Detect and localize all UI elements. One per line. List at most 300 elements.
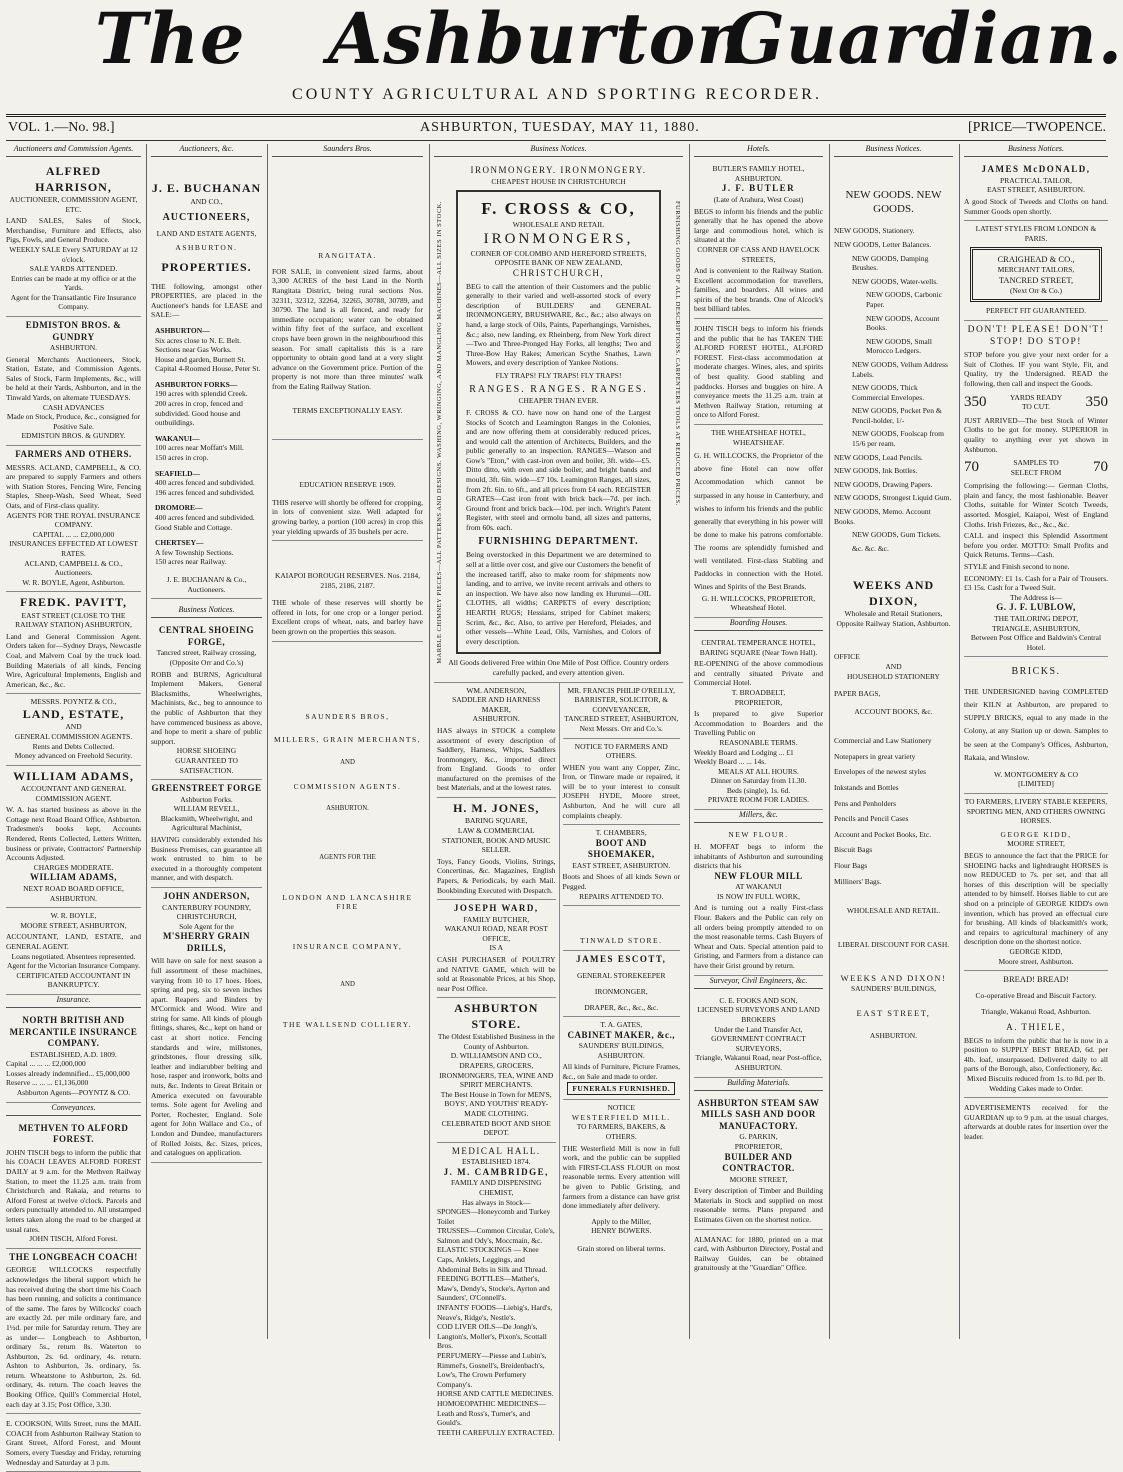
advert-line: Reserve ... ... ... £1,136,000 [6,1078,89,1088]
section-heading: Auctioneers, &c. [151,144,262,157]
advert-longbeach [6,1249,141,1414]
advert-title: THE LONGBEACH COACH! [9,1251,138,1262]
advertiser-name: JOHN ANDERSON, [163,891,250,901]
advert-rangitata [272,161,423,440]
new-goods-item: NEW GOODS, Small Morocco Ledgers. [866,336,932,356]
advertiser-role: PRACTICAL TAILOR, [1000,175,1072,185]
advert-line: W. R. BOYLE, Agent, Ashburton. [22,577,125,587]
advert-medical-hall [437,1143,556,1442]
section-heading: Business Notices. [834,144,953,157]
advert-line: SAUNDERS' BUILDINGS, [850,984,937,994]
samples-count: 70 [1093,459,1108,476]
advertiser-role: GENERAL STOREKEEPER [576,971,666,981]
advert-body: And is convenient to the Railway Station. Excellent accommodation for travellers, families, and boarders. All wines and spirits of the best brands. One of Alcock's best billiard tables. [694,266,823,314]
new-goods-list [834,226,953,553]
list-item: TEETH CAREFULLY EXTRACTED. [437,1427,555,1437]
advert-line: COMMISSION AGENTS. [293,781,402,791]
advertiser-name: G. PARKIN, [739,1132,778,1142]
advert-line: INSURANCES EFFECTED AT LOWEST RATES. [9,539,138,558]
dateline-rule [6,140,1106,141]
advertiser-place: ASHBURTON. [326,805,369,813]
advert-education-reserve [272,440,423,541]
list-item: Notepapers in great variety [834,751,916,761]
advertiser-name: J. M. CAMBRIDGE, [443,1166,549,1177]
list-item: TRUSSES—Common Circular, Cole's, Salmon and Ody's, Moccmain, &c. [437,1226,555,1245]
advert-body: THE UNDERSIGNED having COMPLETED their KILN at Ashburton, are prepared to SUPPLY BRICKS, equal to any made in the Colony, at any Station up or down. Samples to be seen at the Company's Offices, Ashburton, Rakaia, and Winslow. [964,687,1108,762]
advertiser-name: JOSEPH WARD, [453,903,539,914]
advert-signature: ACLAND, CAMPBELL & CO., Auctioneers. [24,558,123,578]
advert-body: HAS always in STOCK a complete assortment of every description of Saddlery, Harness, Whips, Saddlers Ironmongery, &c., imported direct from England. Goods to order manufactured on the premises of the best Materials, and at the lowest rates. [437,725,556,793]
advert-cross [434,161,683,682]
advert-line: Mixed Biscuits reduced from 1s. to 8d. per lb. [966,1074,1106,1084]
new-goods-item: NEW GOODS, Memo. Account Books. [834,507,931,526]
advert-wm-anderson [437,683,556,799]
volume-number: VOL. 1.—No. 98.] [8,120,115,135]
advert-line: CASH ADVANCES [42,402,105,412]
advert-line: IRONMONGER, [594,986,648,996]
advert-title: FURNISHING DEPARTMENT. [478,535,639,547]
advert-signature: J. E. BUCHANAN & Co., Auctioneers. [166,574,247,594]
advert-weeks-dixon [834,561,953,1044]
list-item: ELASTIC STOCKINGS — Knee Caps, Anklets, Leggings, and Abdominal Belts in Silk and Thread. [437,1245,548,1274]
advertiser-name: T. BROADBELT, [731,687,786,697]
advert-line: Entries can be made at my office or at the Yards. [10,273,137,293]
property-item: 150 acres near Railway. [155,557,227,567]
advert-line: Rents and Debts Collected. [32,741,115,751]
advert-title: METHVEN TO ALFORD FOREST. [18,1122,129,1145]
advertiser-name: WEEKS AND DIXON, [852,578,935,608]
advert-title: KAIAPOI BOROUGH RESERVES. Nos. 2184, 2185, 2186, 2187. [274,571,421,590]
advert-body: Is prepared to give Superior Accommodation to Boarders and the Travelling Public on [694,709,823,738]
advert-title: BUTLER'S FAMILY HOTEL, [712,164,805,174]
advert-line: PAPER BAGS, [834,689,881,699]
advert-line: AND [340,981,355,989]
advertiser-place: CANTERBURY FOUNDRY, CHRISTCHURCH, [162,902,251,922]
new-goods-item: NEW GOODS, Lead Pencils. [834,452,923,462]
advert-line: OFFICE [834,652,860,662]
property-district: ASHBURTON— [155,325,210,335]
property-item: 196 acres fenced and subdivided. [155,487,255,497]
advertiser-name: WM. ANDERSON, [466,685,527,695]
advert-line: Ashburton Agents—POYNTZ & CO. [16,1088,131,1098]
advert-line: All Goods delivered Free within One Mile of Post Office. Country orders carefully packed, and every attention given. [448,658,669,677]
advert-line: Weekly Board and Lodging ... £1 [694,747,794,757]
advert-new-flour [694,827,823,975]
funerals-box: FUNERALS FURNISHED. [567,1082,675,1096]
advert-line: WHOLESALE AND RETAIL. [846,906,941,916]
advert-kidd [964,794,1108,971]
new-goods-item: NEW GOODS, Drawing Papers. [834,479,933,489]
advert-line: ACCOUNT BOOKS, &c. [854,706,933,716]
advertiser-place: BARING SQUARE (Near Town Hall). [699,647,818,657]
advert-title: NEW GOODS. NEW GOODS. [845,189,942,216]
column-2 [146,144,266,1339]
advert-body: G. H. WILLCOCKS, the Proprietor of the above fine Hotel can now offer Accommodation which cannot be surpassed in any house in Canterbury, and wishes to inform his friends and the public generally that everything in his power will be done to make his patrons comfortable. The rooms are splendidly furnished and well ventilated. First-class Stabling and Paddocks in connection with the Hotel. Wines and Spirits of the Best Brands. [694,451,823,592]
advert-line: WHOLESALE AND RETAIL [512,220,605,230]
advertiser-name: EDMISTON BROS. & GUNDRY [25,320,122,342]
section-heading: Surveyor, Civil Engineers, &c. [694,976,823,989]
advertiser-name: G. J. F. LUBLOW, [996,602,1076,613]
advertiser-place: TANCRED STREET, ASHBURTON, [564,714,679,724]
advert-title: LATEST STYLES FROM LONDON & PARIS. [975,224,1097,243]
craighead-box [970,247,1102,302]
new-goods-item: NEW GOODS, Strongest Liquid Gum. [834,493,952,503]
advert-line: Next Messrs. Orr and Co.'s. [579,723,663,733]
advertiser-role: ACCOUNTANT AND GENERAL COMMISSION AGENT. [20,784,127,803]
advert-saunders [272,642,423,1034]
advert-line: CHARGES MODERATE. [33,862,114,872]
advert-mcdonald [964,161,1108,221]
section-heading: Business Notices. [434,144,683,157]
advert-line: ESTABLISHED, A.D. 1809. [30,1049,117,1059]
advert-signature: GEORGE KIDD, [1009,946,1063,956]
list-item: Account and Pocket Books, Etc. [834,829,932,839]
advert-line: AND [65,722,82,732]
advertiser-role: CABINET MAKER, &c., [567,1029,676,1040]
advert-title: M'SHERRY GRAIN DRILLS, [162,931,251,953]
vertical-text-right: FURNISHING GOODS OF ALL DESCRIPTIONS. CARPENTERS TOOLS AT REDUCED PRICES. [674,201,681,507]
advert-line: AND [340,758,355,766]
advertiser-name: C. E. FOOKS AND SON, [719,995,798,1005]
advert-line: AND [885,661,902,671]
property-item: 150 acres in crop. [155,453,209,463]
advert-title: DON'T! PLEASE! DON'T! [967,324,1105,335]
list-item: SPONGES—Honeycomb and Turkey Toilet [437,1207,551,1226]
property-item: 400 acres fenced and subdivided. Good Stable and Cottage. [155,513,255,532]
advert-line: GENERAL COMMISSION AGENTS. [14,731,133,741]
advert-line: AND CO., [190,196,223,206]
advertiser-name: A. THIELE, [1006,1022,1066,1033]
advert-body: WHEN you want any Copper, Zinc, Iron, or Tinware made or repaired, it will be to your interest to consult JOSEPH HYDE, Moore street, Ashburton, And he will cure all complaints cheaply. [562,762,680,820]
advert-poyntz [6,694,141,765]
advert-line: Co-operative Bread and Biscuit Factory. [975,991,1097,1000]
section-heading: Millers, &c. [694,810,823,823]
property-item: 400 acres fenced and subdivided. [155,478,255,488]
section-heading: Business Notices. [151,605,262,618]
advert-jones [437,798,556,900]
advert-line: Sole Agent for the [179,921,234,931]
advert-almanac [694,1230,823,1277]
advert-temperance [694,635,823,810]
property-item: Capital 4-Roomed House, Peter St. [155,364,261,374]
advertiser-role: LAW & COMMERCIAL STATIONER, BOOK AND MUSIC SELLER. [441,826,551,855]
advert-line: Agent for the Transatlantic Fire Insurance Company. [10,292,137,312]
advert-methven [6,1120,141,1249]
advert-body: JUST ARRIVED—The best Stock of Winter Cloths to be got for money. SUPERIOR in quality to anything ever yet shown in Ashburton. [964,415,1108,454]
advertiser-name: W. R. BOYLE, [50,911,97,921]
advertiser-name: JAMES ESCOTT, [576,953,667,964]
advert-tinwald [563,906,681,951]
advertiser-place: EAST STREET, ASHBURTON. [987,185,1085,195]
advertiser-place: Ashburton Forks. [180,794,233,804]
advert-body: STYLE and Finish second to none. [964,562,1070,572]
advert-line: Made on Stock, Produce, &c., consigned for Positive Sale. [6,412,141,431]
advert-title: ASHBURTON STORE. [454,1001,539,1031]
advert-title: CENTRAL TEMPERANCE HOTEL, [701,637,816,647]
samples-count: 70 [964,459,979,476]
advertiser-place: TANCRED STREET, [998,274,1074,285]
advert-body: BEGS to inform the public that he is now in a position to SUPPLY BEST BREAD, 6d. per 4lb. loaf, unsurpassed. Delivered daily to all parts of the Borough, also, Confectionery, &c. [964,1035,1108,1074]
advert-bread [964,971,1108,1098]
new-goods-item: NEW GOODS, Account Books. [866,313,940,333]
advert-line: Wheatsheaf Hotel. [730,603,787,613]
advert-body: Toys, Fancy Goods, Violins, Strings, Concertinas, &c. Magazines, English Papers, & Periodicals, by each Mail. Bookbinding Executed with Despatch. [437,856,556,895]
advert-body: BEGS to announce the fact that the PRICE for SHOEING hacks and lightdraught HORSES is now REDUCED to 7s. per set, and that all horses of this description will be specially attended to by himself. Horses liable to cut are shod on a principle of GEORGE KIDD's own invention, which has proved an effectual cure for brushing. All kinds of blacksmith's work, and repairs to agricultural machinery of any description done on the shortest notice. [964,851,1108,947]
advert-body: F. CROSS & CO. have now on hand one of the Largest Stocks of Scotch and Leamington Ranges in the Colonies, and are now offering them at considerably reduced prices, and would call the attention of Architects, Builders, and the public generally to an inspection. RANGES—Watson and Gow's "Eton," with cast-iron oven and boiler, 3ft. wide—£5. Ditto ditto, with oven and side boiler, and bright bands and mould, 3ft. 6in. wide—£7 10s. Leamington Ranges, all sizes, from 2ft. 6in. to 6ft., and all prices from £4 each. REGISTER GRATES—Cast iron front with brick back—7d. per inch. Ground front and brick back—10d. per inch. Wright's Patent Register, with steel and ormolu band, all sizes and patterns, from 60s. each. [466,407,651,533]
advert-title: THE WHEATSHEAF HOTEL, [711,428,806,437]
advert-line: THE WALLSEND COLLIERY. [282,1019,413,1029]
advert-line: The Oldest Established Business in the County of Ashburton. [437,1032,555,1051]
new-goods-item: NEW GOODS, Stationery. [834,226,915,236]
advertiser-role: DRAPERS, GROCERS, IRONMONGERS, TEA, WINE AND SPIRIT MERCHANTS. [439,1060,554,1090]
advert-line: Beds (single), 1s. 6d. [726,785,791,795]
advert-revell [151,780,262,888]
advertiser-place: CORNER OF COLOMBO AND HEREFORD STREETS, OPPOSITE BANK OF NEW ZEALAND, [470,248,647,268]
advert-line: Loans negotiated. Absentees represented. [11,951,136,961]
advertiser-name: F. CROSS & CO, [481,199,636,219]
advert-signature: WEEKS AND DIXON! [840,973,947,984]
advert-body: Boots and Shoes of all kinds Sewn or Pegged. [562,872,680,892]
advert-title: GREENSTREET FORGE [151,783,262,794]
list-item: Milliners' Bags. [834,876,882,886]
advert-line: YARDS READY TO CUT. [1009,392,1063,412]
advert-line: The Address is— [1009,592,1063,602]
new-goods-item: &c. &c. &c. [852,543,889,553]
new-goods-item: NEW GOODS, Vellum Address Labels. [852,359,948,379]
columns [6,144,1108,1467]
advert-title: RANGITATA. [318,251,377,261]
advert-oreilly [563,683,681,739]
property-district: SEAFIELD— [155,468,201,478]
advertiser-role: Wholesale and Retail Stationers, [844,609,943,619]
new-goods-item: NEW GOODS, Ink Bottles. [834,466,918,476]
advert-title: NORTH BRITISH AND MERCANTILE INSURANCE COMPANY. [9,1015,138,1049]
advert-line: CELEBRATED BOOT AND SHOE DEPOT. [441,1118,551,1138]
advertiser-name: D. WILLIAMSON AND CO., [450,1051,542,1061]
advertiser-name: WESTERFIELD MILL. [571,1112,671,1122]
advert-line: ESTABLISHED 1874. [461,1157,531,1167]
advertiser-name: GEORGE KIDD, [1000,829,1072,839]
advert-body: All kinds of Furniture, Picture Frames, &c., on Sale and made to order. [562,1062,680,1082]
advert-bricks [964,657,1108,794]
list-item: Biscuit Bags [834,845,873,855]
advert-line: DRAPER, &c., &c., &c. [584,1002,659,1012]
advert-body: BEG to call the attention of their Customers and the public generally to their varied and well-assorted stock of every description of BUILDERS' and GENERAL IRONMONGERY, BRUSHWARE, &c., &c.; also always on hand, a large stock of Oils, Paints, Paperhangings, Varnishes, &c.; also, new landing, ex Rheinberg, from New York direct—Two and Three-Pronged Hay Forks, all lengths; Two and Three-Bow Hay Rakes; American Scythe Snathes, Lawn Mowers, and every description of Yankee Notions. [466,281,651,368]
advert-line: AT WAKANUI [735,882,782,892]
advert-line: Money advanced on Freehold Security. [14,751,133,761]
advert-title: PROPERTIES. [161,260,252,275]
advert-title: TINWALD STORE. [579,936,663,946]
section-heading: Saunders Bros. [272,144,423,157]
advert-body: ALMANAC for 1880, printed on a mat card, with Ashburton Directory, Postal and Railway Guides, can be obtained gratuitously at the "Guardian" Office. [694,1234,823,1273]
advert-buchanan [151,161,262,599]
section-heading: Auctioneers and Commission Agents. [6,144,141,157]
advert-saw-mills [694,1095,823,1230]
advert-line: CHRISTCHURCH, [512,268,605,279]
advert-ashburton-store [437,998,556,1142]
advert-body: E. COOKSON, Wills Street, runs the MAIL COACH from Ashburton Railway Station to Grant Street, Alford Forest, and Mount Somers, every Tuesday and Friday, returning Wednesday and Saturday at 3 p.m. [6,1419,141,1467]
section-heading: Insurance. [6,995,141,1008]
column-7 [959,144,1108,1339]
property-item: House and garden, Burnett St. [155,354,246,364]
list-item: Inkstands and Bottles [834,783,899,793]
advert-body: LAND SALES, Sales of Stock, Merchandise, Furniture and Effects, also Pigs, Fowls, and General Produce. [6,216,141,245]
masthead [0,0,1123,120]
advert-title: STOP! DO STOP! [990,337,1082,347]
column-4 [429,144,687,1437]
advert-butler-hotel [694,161,823,319]
new-goods-item: NEW GOODS, Gum Tickets. [852,530,941,540]
column-1 [6,144,144,1467]
advertiser-role: FAMILY AND DISPENSING CHEMIST, [450,1178,542,1197]
property-item: Six acres close to N. E. Belt. Sections near Gas Works. [155,335,242,355]
advert-westerfield-mill [563,1100,681,1257]
masthead-title-guardian: Guardian. [725,0,1123,80]
advert-title: CENTRAL SHOEING FORGE, [158,625,255,647]
advert-body: Land and General Commission Agent. Orders taken for—Sydney Drays, Newcastle Coal, and Malvern Coal by the truck load. Building Materials of all kinds, Fencing Wire, Agricultural Implements, English and American, &c., &c. [6,631,141,689]
advert-line: Capital ... ... ... £2,000,000 [6,1059,86,1069]
masthead-subtitle: COUNTY AGRICULTURAL AND SPORTING RECORDER. [292,86,822,103]
advert-line: NEW FLOUR MILL [714,870,803,881]
advert-gundry [6,317,141,446]
list-item: INFANTS' FOODS—Liebig's, Hard's, Neave's, Ridge's, Nestle's. [437,1303,553,1322]
property-district: CHERTSEY— [155,538,204,548]
advert-farmers [6,446,141,592]
advert-line: Weekly Board ... ... 14s. [694,757,767,767]
vertical-text-left: MARBLE CHIMNEY PIECES—ALL PATTERNS AND DESIGNS. WASHING, WRINGING, AND MANGLING MACHINES—ALL SIZES IN STOCK. [436,201,443,664]
advertiser-place: ASHBURTON. [49,343,98,353]
property-item: 100 acres near Moffatt's Mill. [155,443,244,453]
advert-notice-farmers [563,739,681,826]
advert-line: LIBERAL DISCOUNT FOR CASH. [837,939,950,949]
advert-body: RE-OPENING of the above commodious and centrally situated Private and Commercial Hotel. [694,659,823,688]
new-goods-item: NEW GOODS, Damping Brushes. [852,253,929,273]
advertiser-place: WHEATSHEAF. [732,437,785,447]
advertiser-role: SADDLER AND HARNESS MAKER, [452,695,541,714]
property-item: 190 acres with splendid Creek. [155,389,248,399]
advert-signature: WILLIAM ADAMS, [29,872,117,883]
advert-line: PROPRIETOR, [734,1141,783,1151]
advert-gates [563,1017,681,1100]
advert-body: H. MOFFAT begs to inform the inhabitants of Ashburton and surrounding districts that his [694,841,823,871]
advert-body: General Merchants Auctioneers, Stock, Station, Estate, and Commission Agents. Sales of Stock, Farm Implements, &c., will be held at their Yards, Ashburton, and in the Tinwald Yards, on alternate TUESDAYS. [6,354,141,403]
advertiser-place: MOORE STREET, [1007,839,1065,849]
advert-line: AGENTS FOR THE [319,853,376,861]
section-heading: Hotels. [694,144,823,157]
advert-escott [563,951,681,1017]
advert-body: THE following, amongst other PROPERTIES, are placed in the Auctioneer's hands for LEASE and SALE:— [151,281,262,320]
advertiser-name: WILLIAM ADAMS, [13,768,134,783]
advert-line: IS NOW IN FULL WORK, [717,891,800,901]
advert-title: IRONMONGERY. IRONMONGERY. [470,165,647,176]
section-heading: Conveyances. [6,1103,141,1116]
advert-body: FOR SALE, in convenient sized farms, about 3,300 ACRES of the best Land in the North Rangitata District, being rural sections Nos. 32311, 32312, 32264, 32265, 30788, 30789, and 30790. The land is all fenced, and ready for immediate occupation; water can be obtained within fifty feet of the surface, and excellent crops have been grown in the neighbourhood this season. For small capitalists this is a rare opportunity to obtain good land at a very slight advance on the Government price. Portion of the property is not more than three minutes' walk from the Ealing Railway Station. [272,266,423,391]
advert-line: PERFECT FIT GUARANTEED. [986,306,1086,316]
advert-guardian-notice [964,1098,1108,1145]
advert-line: Wedding Cakes made to Order. [989,1083,1083,1093]
advert-line: (Next Orr & Co.) [1009,285,1063,295]
advert-body: MESSRS. ACLAND, CAMPBELL, & CO. are prepared to supply Farmers and others with Station Stores, Fencing Wire, Fencing Staples, Sheep-Wash, Seed Wheat, Seed Oats, and of First-class quality. [6,462,141,510]
advert-line: CAPITAL ... ... £2,000,000 [32,529,115,539]
advert-line: Moore street, Ashburton. [998,956,1074,966]
advert-line: NEXT ROAD BOARD OFFICE, ASHBURTON. [23,883,124,903]
advert-line: PRIVATE ROOM FOR LADIES. [707,795,810,805]
advert-line: CHEAPEST HOUSE IN CHRISTCHURCH [491,176,626,186]
advert-line: Has always in Stock— [461,1197,531,1207]
advert-line: HORSE SHOEING GUARANTEED TO SATISFACTION. [175,746,238,775]
advert-line: REPAIRS ATTENDED TO. [579,891,664,901]
advert-title: BRICKS. [1011,666,1061,678]
advert-title: BREAD! BREAD! [1003,974,1069,985]
advert-line: Grain stored on liberal terms. [577,1243,666,1253]
advertiser-role: BUILDER AND CONTRACTOR. [722,1151,795,1174]
list-item: HOMOEOPATHIC MEDICINES—Leath and Ross's, Turner's, and Gould's. [437,1398,546,1428]
advert-line: SAMPLES TO SELECT FROM [1010,458,1062,477]
advert-line: Apply to the Miller, [591,1216,652,1226]
advert-line: TERMS EXCEPTIONALLY EASY. [292,405,403,415]
advert-craighead [964,221,1108,321]
advert-title: MEDICAL HALL. [451,1145,541,1156]
advert-line: EAST STREET, [856,1007,931,1018]
column-6 [829,144,957,1339]
section-heading: Boarding Houses. [694,618,823,631]
list-item: Pens and Penholders [834,798,897,808]
advertiser-name: T. CHAMBERS, [595,828,647,838]
advert-signature: JOHN TISCH, Alford Forest. [29,1234,118,1244]
advertiser-role: LICENSED SURVEYORS AND LAND BROKERS [697,1005,820,1024]
advert-line: MEALS AT ALL HOURS. [718,766,799,776]
advertiser-place: Triangle, Wakanui Road, near Post-office, ASHBURTON. [695,1053,822,1072]
advert-body: Will have on sale for next season a full assortment of these machines, varying from 10 to 17 hoes. Hoes, spring and peg, six to seven inches apart. Reapers and Binders by M'Cormick and Wood. Wire and string for same. All kinds of plough fittings, shares, &c., kept on hand or cast at short notice. Fencing standards and wire, millstones, grindstones, flour dressing silk, leather and indiarubber belting and hose, rasper and ironwork, bolts and nuts, &c. Indents to Great Britain or America executed on favourable terms. Sole agent for Aveling and Porter, Rochester, England. Sole agent for John Wallace and Co., of London and Dundee, manufacturers of Rolled Joists, &c. Sizes, prices, and catalogues on application. [151,956,262,1158]
advertiser-place: EAST STREET (CLOSE TO THE RAILWAY STATION) ASHBURTON, [15,610,132,630]
advertiser-role: MILLERS, GRAIN MERCHANTS, [273,735,422,745]
issue-date: ASHBURTON, TUESDAY, MAY 11, 1880. [420,120,700,135]
advertiser-place: ASHBURTON. [869,1030,918,1040]
advert-title: LAND, ESTATE, [22,706,125,721]
advert-line: HOUSEHOLD STATIONERY [847,671,940,681]
advertiser-role: BOOT AND SHOEMAKER, [587,837,655,860]
column-4-split [434,683,683,1442]
dateline [8,120,1106,140]
advertiser-name: MR. FRANCIS PHILIP O'REILLY, [567,685,675,695]
advert-chambers [563,825,681,906]
advert-line: Dinner on Saturday from 11.30. [710,776,807,786]
advertiser-place: BARING SQUARE, [464,816,528,826]
advert-lublow [964,321,1108,657]
advert-fooks [694,993,823,1078]
advert-signature: EDMISTON BROS. & GUNDRY. [21,431,126,441]
advert-forge [151,622,262,780]
advert-body: STOP before you give your next order for a Suit of Clothes. IF you want Style, Fit, and Quality, try the Undersigned. READ the following, then call and inspect the Goods. [964,350,1108,388]
advert-line: THE TAILORING DEPOT, [994,613,1078,623]
new-goods-item: NEW GOODS, Thick Commercial Envelopes. [852,383,925,402]
advert-body: THIS reserve will shortly be offered for cropping, in lots of convenient size. Well adapted for growing barley, a portion (100 acres) in crop this year yielding upwards of 35 bushels per acre. [272,497,423,536]
list-item: COD LIVER OILS—De Jongh's, Langton's, Moller's, Pixon's, Scottall Bros. [437,1322,547,1351]
masthead-rule [6,114,1106,117]
advert-body: ADVERTISEMENTS received for the GUARDIAN up to 9 p.m. at the usual charges, afterwards at double rates for insertion over the leader. [964,1103,1108,1142]
advertiser-place: ASHBURTON. [734,173,783,183]
yards-count: 350 [964,393,987,410]
advert-line: (Late of Arahura, West Coast) [713,194,804,204]
advert-body: THE Westerfield Mill is now in full work, and the public can be supplied with FIRST-CLASS FLOUR on most reasonable terms. Every attention will be given to Public Gristing, and farmers from a distance can have grist done immediately after delivery. [562,1143,680,1211]
advertiser-role: FAMILY BUTCHER, [463,914,530,924]
new-goods-item: NEW GOODS, Carbonic Paper. [866,290,942,309]
advert-body: JOHN TISCH begs to inform his friends and the public that he has TAKEN THE ALFORD FOREST HOTEL, ALFORD FOREST. First-class accommodation at moderate charges. Wines, ales, and spirits of best quality. Good stabling and paddocks. Horses and buggies on hire. A conveyance meets the 11.25 a.m. train at Methven Railway Station, returning at once to Alford Forest. [694,324,823,420]
advertiser-place: ASHBURTON. [472,714,520,724]
column-4-left [434,683,559,1442]
advert-body: Every description of Timber and Building Materials in Stock and supplied on most reasonable terms. Plans prepared and Estimates Given on the shortest notice. [694,1186,823,1224]
property-district: DROMORE— [155,503,203,513]
